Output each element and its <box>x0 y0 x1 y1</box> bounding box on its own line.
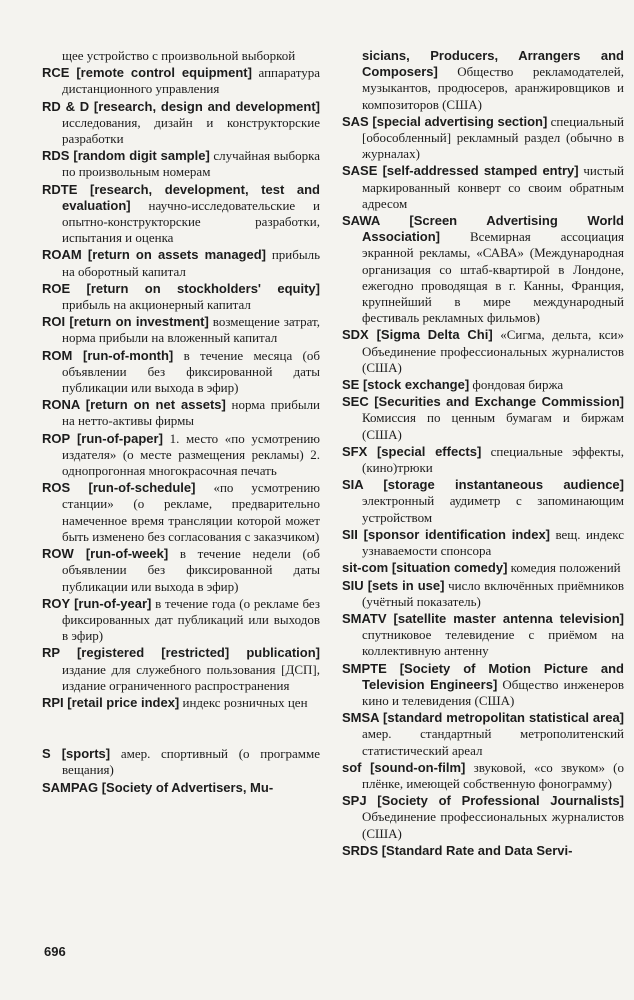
dictionary-entry <box>342 114 624 163</box>
dictionary-entry <box>42 348 320 397</box>
dictionary-entry <box>42 695 320 711</box>
entry-definition: число включённых приёмников (учётный показатель) <box>362 577 624 609</box>
entry-definition: специальный [обособленный] рекламный раздел (обычно в журналах) <box>362 113 624 162</box>
entry-term: ROP [run-of-paper] <box>42 430 163 446</box>
dictionary-entry <box>42 65 320 97</box>
dictionary-entry <box>42 645 320 694</box>
entry-definition: индекс розничных цен <box>182 694 308 710</box>
dictionary-entry <box>42 397 320 429</box>
entry-term: ROAM [return on assets managed] <box>42 247 267 263</box>
entry-definition: научно-исследовательские и опытно-конструкторские разработки, испытания и оценка <box>62 197 320 246</box>
entry-definition: Объединение профессиональных журналистов (США) <box>362 809 624 841</box>
entry-term: SAMPAG [Society of Advertisers, Mu- <box>42 779 274 795</box>
dictionary-entry <box>342 377 624 393</box>
dictionary-entry <box>342 578 624 610</box>
entry-definition: «Сигма, дельта, кси» Объединение профессиональных журналистов (США) <box>362 327 624 375</box>
entry-term: ROM [run-of-month] <box>42 347 174 363</box>
entry-definition: случайная выборка по произвольным номерам <box>62 148 321 180</box>
entry-term: SMPTE [Society of Motion Picture and Television Engineers] <box>342 660 624 692</box>
dictionary-entry <box>42 314 320 346</box>
dictionary-entry <box>342 527 624 559</box>
entry-definition: 1. место «по усмотрению издателя» (о месте размещения рекламы) 2. однопрогонная многокрасочная печать <box>62 430 320 479</box>
dictionary-entry <box>342 793 624 842</box>
left-column <box>42 48 320 797</box>
dictionary-entry <box>42 281 320 313</box>
dictionary-entry <box>342 394 624 443</box>
dictionary-entry <box>342 477 624 526</box>
entry-definition: прибыль на оборотный капитал <box>62 247 320 279</box>
section-gap <box>42 712 320 746</box>
entry-definition: в течение недели (об объявлении без фиксированной даты публикации или выхода в эфир) <box>62 546 320 594</box>
entry-term: SII [sponsor identification index] <box>342 526 551 542</box>
entry-definition: в течение месяца (об объявлении без фиксированной даты публикации или выхода в эфир) <box>62 347 320 396</box>
dictionary-entry <box>342 163 624 212</box>
dictionary-entry <box>42 596 320 645</box>
dictionary-entry <box>342 843 624 859</box>
entry-definition: норма прибыли на нетто-активы фирмы <box>62 397 321 429</box>
entry-term: SMSA [standard metropolitan statistical area] <box>342 710 624 726</box>
entry-term: RPI [retail price index] <box>42 694 180 710</box>
entry-term: SASE [self-addressed stamped entry] <box>342 163 579 179</box>
entry-term: ROS [run-of-schedule] <box>42 480 196 496</box>
entry-term: sof [sound-on-film] <box>342 759 466 775</box>
entry-definition: возмещение затрат, норма прибыли на вложенный капитал <box>62 314 320 346</box>
entry-definition: исследования, дизайн и конструкторские разработки <box>62 114 320 147</box>
dictionary-entry <box>342 611 624 660</box>
entry-term: ROE [return on stockholders' equity] <box>42 280 320 296</box>
entry-term: SMATV [satellite master antenna television] <box>342 610 624 626</box>
entry-term: SE [stock exchange] <box>342 377 470 393</box>
entry-term: SAWA [Screen Advertising World Association] <box>342 213 624 245</box>
dictionary-entry <box>342 661 624 710</box>
dictionary-entry <box>342 710 624 759</box>
dictionary-entry <box>42 182 320 247</box>
entry-term: RCE [remote control equipment] <box>42 65 252 81</box>
entry-term: RONA [return on net assets] <box>42 397 226 413</box>
entry-definition: амер. стандартный метрополитенский статистический ареал <box>362 726 624 758</box>
entry-term: SAS [special advertising section] <box>342 113 548 129</box>
entry-definition: фондовая биржа <box>472 377 564 393</box>
entry-definition: вещ. индекс узнаваемости спонсора <box>362 526 625 559</box>
entry-definition: щее устройство с произвольной выборкой <box>62 48 296 63</box>
dictionary-entry <box>42 99 320 148</box>
entry-term: sicians, Producers, Arrangers and Composers] <box>362 48 624 80</box>
dictionary-entry <box>42 780 320 796</box>
dictionary-entry <box>342 760 624 792</box>
entry-term: SFX [special effects] <box>342 443 482 459</box>
dictionary-entry <box>42 247 320 279</box>
entry-term: ROI [return on investment] <box>42 314 209 330</box>
entry-term: SEC [Securities and Exchange Commission] <box>342 394 624 410</box>
entry-definition: Общество инженеров кино и телевидения (США) <box>362 676 624 708</box>
entry-definition: комедия положений <box>510 560 621 576</box>
dictionary-entry <box>42 546 320 595</box>
entry-definition: «по усмотрению станции» (о рекламе, предварительно намеченное время трансляции которой может быть изменено без согласования с заказчиком) <box>62 480 320 544</box>
page-number: 696 <box>44 944 66 959</box>
right-column <box>342 48 624 860</box>
entry-definition: Общество рекламодателей, музыкантов, продюсеров, аранжировщиков и композиторов (США) <box>362 64 624 112</box>
entry-definition: специальные эффекты, (кино)трюки <box>362 443 624 476</box>
entry-definition: Комиссия по ценным бумагам и биржам (США) <box>362 410 624 442</box>
dictionary-entry <box>342 444 624 476</box>
entry-term: SRDS [Standard Rate and Data Servi- <box>342 842 573 858</box>
entry-term: RDS [random digit sample] <box>42 148 210 164</box>
dictionary-entry <box>42 431 320 480</box>
entry-term: sit-com [situation comedy] <box>342 560 508 576</box>
dictionary-entry <box>42 148 320 180</box>
entry-term: RDTE [research, development, test and evaluation] <box>42 181 320 213</box>
entry-term: S [sports] <box>42 746 111 762</box>
entry-term: SIU [sets in use] <box>342 577 445 593</box>
entry-definition: издание для служебного пользования [ДСП], издание ограниченного распространения <box>62 661 320 693</box>
entry-definition: в течение года (о рекламе без фиксированных дат публикаций или выходов в эфир) <box>62 595 320 644</box>
entry-term: SPJ [Society of Professional Journalists] <box>342 793 624 809</box>
entry-term: RP [registered [restricted] publication] <box>42 645 320 661</box>
dictionary-entry <box>342 560 624 576</box>
entry-definition: прибыль на акционерный капитал <box>62 297 251 313</box>
entry-definition: звуковой, «со звуком» (о плёнке, имеющей собственную фонограмму) <box>362 759 624 791</box>
dictionary-entry <box>342 48 624 113</box>
entry-term: SDX [Sigma Delta Chi] <box>342 327 493 343</box>
entry-definition: чистый маркированный конверт со своим обратным адресом <box>362 163 625 211</box>
entry-definition: Всемирная ассоциация экранной рекламы, «САВА» (Международная организация со штаб-квартирой в Лондоне, ежегодно проводящая в г. Канны, Франция, крупнейший в мире международный фестиваль рекламных фильмов) <box>362 229 624 326</box>
entry-term: ROY [run-of-year] <box>42 595 152 611</box>
dictionary-entry <box>342 327 624 376</box>
entry-term: SIA [storage instantaneous audience] <box>342 477 624 493</box>
entry-term: RD & D [research, design and development] <box>42 98 320 114</box>
dictionary-entry <box>42 48 320 64</box>
entry-definition: электронный аудиметр с запоминающим устройством <box>362 493 624 525</box>
entry-definition: амер. спортивный (о программе вещания) <box>62 746 321 778</box>
dictionary-entry <box>42 746 320 778</box>
dictionary-entry <box>342 213 624 326</box>
entry-term: ROW [run-of-week] <box>42 546 169 562</box>
entry-definition: спутниковое телевидение с приёмом на коллективную антенну <box>362 627 624 659</box>
entry-definition: аппаратура дистанционного управления <box>62 65 320 97</box>
dictionary-entry <box>42 480 320 545</box>
